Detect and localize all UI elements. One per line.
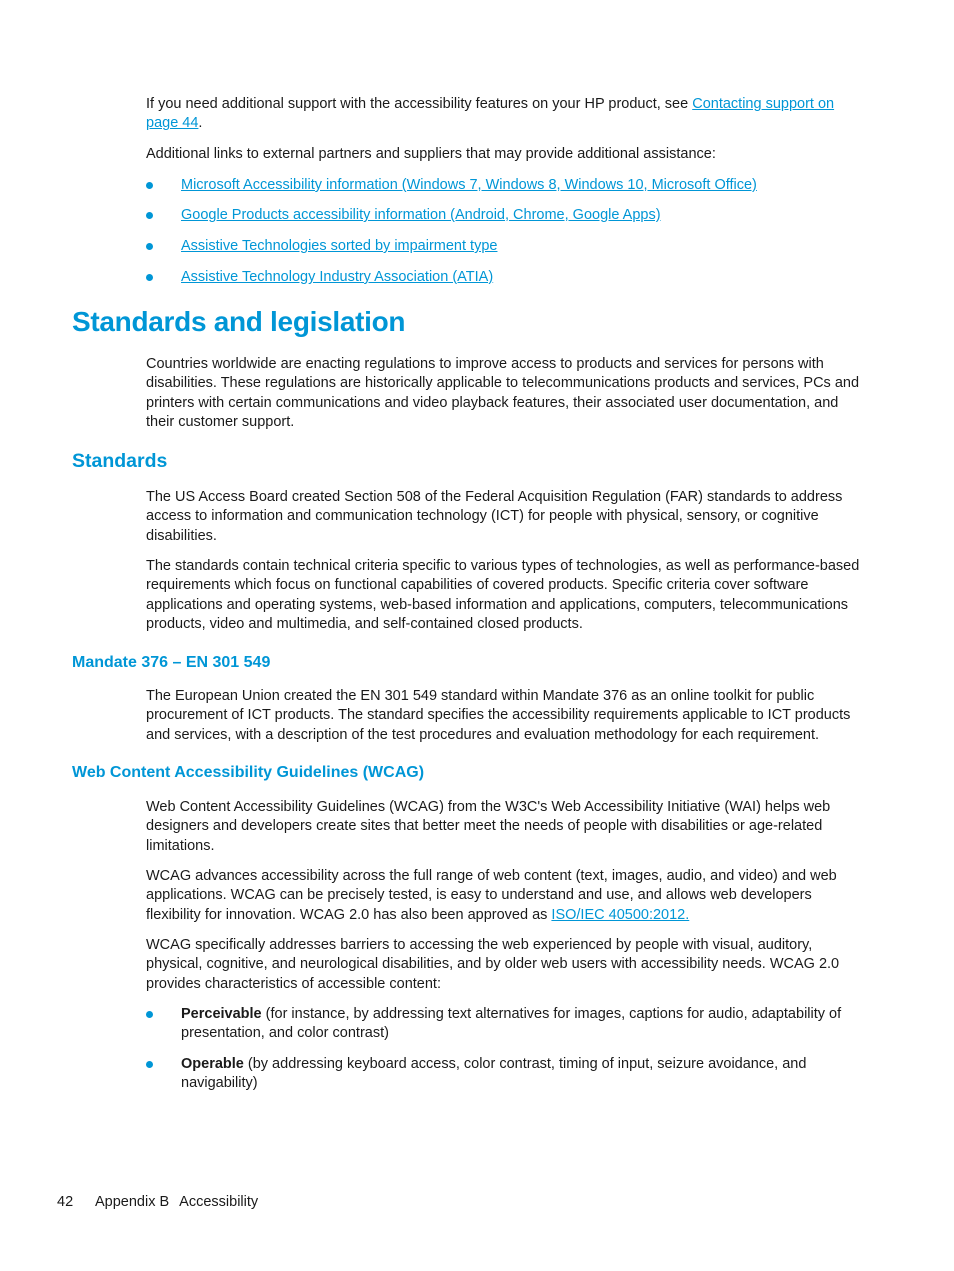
bullet-icon (146, 274, 153, 281)
chapter-label: Accessibility (179, 1194, 259, 1210)
standards-heading: Standards (72, 450, 168, 472)
support-text: If you need additional support with the accessibility features on your HP product, see (146, 96, 693, 112)
standards-paragraph-2: The standards contain technical criteria specific to various types of technologies, as well as performance-based requirements which focus on functional capabilities of covered products. Specific criteria cover software applications and operating systems, web-based information and applications, computers, telecommunications products, video and multimedia, and self-contained closed products. (146, 558, 860, 633)
atia-link[interactable]: Assistive Technology Industry Association (ATIA) (181, 269, 494, 285)
support-paragraph (146, 95, 868, 134)
contacting-support-link[interactable]: Contacting support on page 44 (146, 96, 835, 132)
section-title: Standards and legislation (72, 306, 406, 337)
bullet-icon (146, 243, 153, 250)
term-description: (for instance, by addressing text alternatives for images, captions for audio, adaptability of presentation, and color contrast) (181, 1006, 842, 1042)
term-description: (by addressing keyboard access, color contrast, timing of input, seizure avoidance, and navigability) (181, 1056, 807, 1092)
support-end: . (198, 115, 203, 132)
links-intro: Additional links to external partners and suppliers that may provide additional assistance: (146, 146, 716, 162)
wcag-paragraph-2 (146, 867, 868, 925)
bullet-icon (146, 212, 153, 219)
microsoft-accessibility-link[interactable]: Microsoft Accessibility information (Windows 7, Windows 8, Windows 10, Microsoft Office) (181, 177, 757, 193)
wcag-heading: Web Content Accessibility Guidelines (WCAG) (72, 764, 425, 781)
bullet-icon (146, 1011, 153, 1018)
wcag-paragraph-3: WCAG specifically addresses barriers to accessing the web experienced by people with visual, auditory, physical, cognitive, and neurological disabilities, and by older web users with accessibility needs. WCAG 2.0 provides characteristics of accessible content: (146, 937, 840, 992)
wcag-paragraph-2-text: WCAG advances accessibility across the full range of web content (text, images, audio, and video) and web applications. WCAG can be precisely tested, is easy to understand and use, and allows web developers flexibility for innovation. WCAG 2.0 has also been approved as (146, 868, 837, 923)
bullet-icon (146, 182, 153, 189)
bullet-icon (146, 1061, 153, 1068)
wcag-paragraph-1: Web Content Accessibility Guidelines (WCAG) from the W3C's Web Accessibility Initiative (WAI) helps web designers and developers create sites that better meet the needs of people with disabilities or age-related limitations. (146, 799, 831, 854)
standards-paragraph-1: The US Access Board created Section 508 of the Federal Acquisition Regulation (FAR) standards to address access to information and communication technology (ICT) for people with physical, sensory, or cognitive disabilities. (146, 489, 843, 544)
section-intro: Countries worldwide are enacting regulations to improve access to products and services for persons with disabilities. These regulations are historically applicable to telecommunications products and services, PCs and printers with certain communications and video playback features, their associated user documentation, and their customer support. (146, 356, 860, 431)
term-operable: Operable (181, 1056, 244, 1072)
page-number: 42 (57, 1194, 74, 1210)
mandate-paragraph: The European Union created the EN 301 549 standard within Mandate 376 as an online toolkit for public procurement of ICT products. The standard specifies the accessibility requirements applicable to ICT products and services, with a description of the test procedures and evaluation methodology for each requirement. (146, 688, 851, 743)
appendix-label: Appendix B (95, 1194, 170, 1210)
iso-iec-link[interactable]: ISO/IEC 40500:2012. (551, 906, 690, 923)
page-footer (57, 1193, 258, 1212)
assistive-technologies-link[interactable]: Assistive Technologies sorted by impairment type (181, 238, 498, 254)
mandate-heading: Mandate 376 – EN 301 549 (72, 654, 271, 671)
term-perceivable: Perceivable (181, 1006, 262, 1022)
google-accessibility-link[interactable]: Google Products accessibility information (Android, Chrome, Google Apps) (181, 207, 661, 223)
